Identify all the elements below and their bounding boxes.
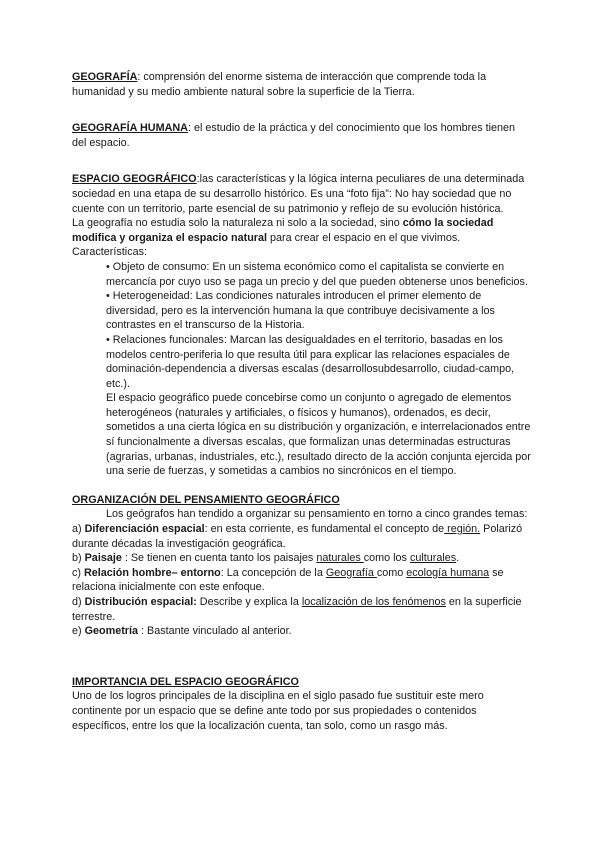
list-item: • Heterogeneidad: Las condiciones naturales introducen el primer elemento de diversidad, pero es la intervención humana la que contribuye decisivamente a los contrastes en el transcurso de la Historia. [106, 290, 495, 332]
tema-a [72, 522, 532, 551]
definition-espacio-geografico [72, 172, 532, 216]
heading-organizacion: ORGANIZACIÓN DEL PENSAMIENTO GEOGRÁFICO [72, 493, 340, 506]
link-ecologia-humana[interactable]: ecología humana [406, 566, 490, 579]
tema-e [72, 624, 532, 639]
link-region[interactable]: región. [444, 523, 481, 536]
list-item: El espacio geográfico puede concebirse como un conjunto o agregado de elementos heterogéneos (naturales y artificiales, o físicos y humanos), ordenados, es decir, sometidos a una cierta lógica en su distribución y organización, e interrelacionados entre sí funcionalmente a diversas escalas, que formalizan unas determinadas estructuras (agrarias, urbanas, industriales, etc.), resultado directo de la acción conjunta ejercida por una serie de fuerzas, y sometidas a cambios no sincrónicos en el tiempo. [106, 392, 531, 478]
definition-text: : el estudio de la práctica y del conocimiento que los hombres tienen del espacio. [72, 122, 516, 149]
definition-text: : comprensión del enorme sistema de interacción que comprende toda la humanidad y su medio ambiente natural sobre la superficie de la Tierra. [72, 71, 487, 98]
tema-term: Diferenciación espacial [84, 523, 205, 536]
text-segment: se relaciona inicialmente con este enfoque. [72, 566, 504, 594]
text-segment: . [456, 552, 460, 565]
link-culturales[interactable]: culturales [409, 552, 457, 565]
organizacion-intro: Los geógrafos han tendido a organizar su pensamiento en torno a cinco grandes temas: [106, 508, 528, 521]
text-segment: Polarizó durante décadas la investigación geográfica. [72, 523, 523, 550]
term-geografia: GEOGRAFÍA [72, 71, 138, 83]
text-segment: La geografía no estudia solo la naturaleza ni solo a la sociedad, sino [72, 217, 403, 230]
definition-text: :las características y la lógica interna peculiares de una determinada sociedad en una etapa de su desarrollo histórico. Es una “foto fija”: No hay sociedad que no cuente con un territorio, parte esencial de su patrimonio y reflejo de su evolución histórica. [72, 173, 525, 215]
link-localizacion[interactable]: localización de los fenómenos [301, 596, 446, 608]
text-segment: : en esta corriente, es fundamental el concepto de [204, 523, 445, 536]
definition-geografia [72, 70, 532, 99]
tema-term: Distribución espacial: [84, 596, 197, 608]
bold-segment: cómo la sociedad modifica y organiza el espacio natural [72, 217, 494, 244]
tema-term: Paisaje [84, 552, 122, 565]
caracteristicas-label: Características: [72, 246, 147, 259]
term-geografia-humana: GEOGRAFÍA HUMANA [72, 122, 188, 135]
text-segment: : Se tienen en cuenta tanto los paisajes [121, 552, 317, 565]
text-segment: en la superficie terrestre. [72, 596, 522, 623]
text-segment: para crear el espacio en el que vivimos. [267, 231, 461, 244]
tema-term: Geometría [84, 625, 139, 638]
heading-importancia: IMPORTANCIA DEL ESPACIO GEOGRÁFICO [72, 675, 299, 688]
link-geografia[interactable]: Geografía [325, 566, 377, 579]
item-prefix: d) [72, 596, 85, 608]
item-prefix: c) [72, 566, 84, 579]
text-segment: como los [363, 552, 410, 565]
paragraph-naturaleza [72, 216, 532, 245]
tema-b [72, 551, 532, 566]
item-prefix: a) [72, 523, 85, 536]
importancia-text: Uno de los logros principales de la disciplina en el siglo pasado fue sustituir este mero continente por un espacio que se define ante todo por sus propiedades o contenidos específicos, entre los que la localización cuenta, tan solo, como un rasgo más. [72, 690, 484, 732]
link-naturales[interactable]: naturales [316, 552, 364, 565]
tema-d [72, 595, 532, 624]
term-espacio-geografico: ESPACIO GEOGRÁFICO [72, 173, 197, 186]
tema-c [72, 566, 532, 595]
text-segment: Describe y explica la [196, 596, 302, 608]
list-item: • Relaciones funcionales: Marcan las desigualdades en el territorio, basadas en los modelos centro-periferia lo que resulta útil para explicar las relaciones espaciales de dominación-dependencia a diversas escalas (desarrollosubdesarrollo, ciudad-campo, etc.). [106, 333, 515, 390]
item-prefix: e) [72, 625, 85, 638]
text-segment: como [376, 566, 407, 579]
definition-geografia-humana [72, 121, 532, 150]
caracteristicas-list [72, 260, 532, 479]
text-segment: : La concepción de la [220, 566, 326, 579]
list-item: • Objeto de consumo: En un sistema económico como el capitalista se convierte en mercancía por cuyo uso se paga un precio y del que pueden obtenerse unos beneficios. [106, 260, 528, 288]
item-prefix: b) [72, 552, 85, 565]
tema-term: Relación hombre– entorno [84, 566, 221, 579]
text-segment: : Bastante vinculado al anterior. [138, 625, 292, 638]
